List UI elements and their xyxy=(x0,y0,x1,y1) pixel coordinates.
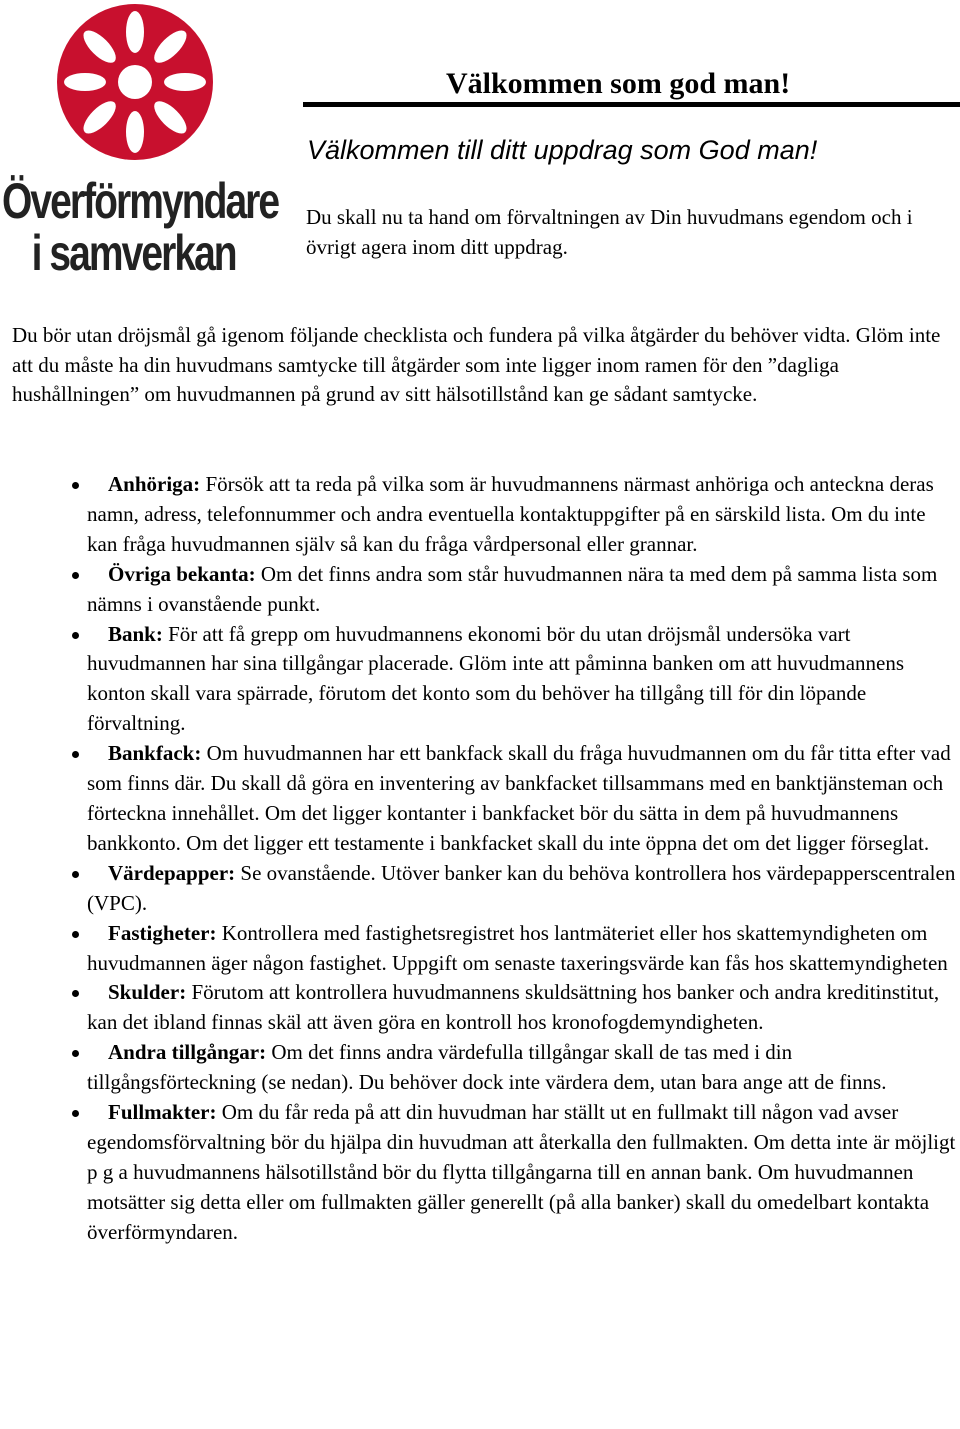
checklist-item-ovriga-bekanta xyxy=(0,560,960,620)
page-title: Välkommen som god man! xyxy=(446,67,791,100)
checklist-item-title: Skulder: xyxy=(108,980,187,1005)
checklist-item-vardepapper xyxy=(0,859,960,919)
checklist-item-skulder xyxy=(0,978,960,1038)
checklist-item-fullmakter xyxy=(0,1098,960,1248)
checklist-item-bankfack xyxy=(0,739,960,859)
checklist-item-text: Försök att ta reda på vilka som är huvudmannens närmast anhöriga och anteckna deras namn, adress, telefonnummer och andra eventuella kontaktuppgifter på en särskild lista. Om du inte kan fråga huvudmannen själv så kan du fråga vårdpersonal eller grannar. xyxy=(87,472,934,556)
checklist-item-text: Om det finns andra som står huvudmannen nära ta med dem på samma lista som nämns i ovanstående punkt. xyxy=(87,561,938,616)
checklist-item-title: Fastigheter: xyxy=(108,920,217,945)
bullet-icon xyxy=(72,990,79,997)
bullet-icon xyxy=(72,632,79,639)
checklist-item-bank xyxy=(0,620,960,740)
checklist-item-title: Anhöriga: xyxy=(108,472,201,496)
checklist-item-text: Förutom att kontrollera huvudmannens skuldsättning hos banker och andra kreditinstitut, kan det ibland finnas skäl att även göra en kontroll hos kronofogdemyndigheten. xyxy=(87,980,940,1035)
logo-wordmark xyxy=(2,173,279,281)
checklist-item-title: Bank: xyxy=(108,621,163,646)
checklist-item-title: Bankfack: xyxy=(108,741,202,766)
bullet-icon xyxy=(72,931,79,938)
page-subtitle: Välkommen till ditt uppdrag som God man! xyxy=(307,135,818,165)
checklist-item-text: Om huvudmannen har ett bankfack skall du fråga huvudmannen om du får titta efter vad som finns där. Du skall då göra en inventering av bankfacket tillsammans med en banktjänsteman och förteckna innehållet. Om det ligger kontanter i bankfacket bör du sätta in dem på huvudmannens bankkonto. Om det ligger ett testamente i bankfacket skall du inte öppna det om det ligger förseglat. xyxy=(87,741,951,855)
checklist-item-title: Andra tillgångar: xyxy=(108,1040,267,1065)
instruction-paragraph: Du bör utan dröjsmål gå igenom följande checklista och fundera på vilka åtgärder du behöver vidta. Glöm inte att du måste ha din huvudmans samtycke till åtgärder som inte ligger inom ramen för den ”dagliga hushållningen” om huvudmannen på grund av sitt hälsotillstånd kan ge sådant samtycke. xyxy=(12,323,941,406)
checklist-item-andra-tillgangar xyxy=(0,1038,960,1098)
bullet-icon xyxy=(72,751,79,758)
organization-logo xyxy=(0,0,290,290)
flower-emblem-icon xyxy=(55,2,215,162)
logo-name-line-1: Överförmyndare xyxy=(2,173,279,229)
checklist-item-text: Kontrollera med fastighetsregistret hos lantmäteriet eller hos skattemyndigheten om huvudmannen äger någon fastighet. Uppgift om senaste taxeringsvärde kan fås hos skattemyndigheten xyxy=(87,920,948,975)
checklist-item-title: Övriga bekanta: xyxy=(108,561,256,586)
logo-name-line-2: i samverkan xyxy=(31,225,236,281)
checklist xyxy=(0,470,960,1248)
checklist-item-fastigheter xyxy=(0,919,960,979)
intro-text: Du skall nu ta hand om förvaltningen av Din huvudmans egendom och i övrigt agera inom ditt uppdrag. xyxy=(306,205,913,259)
title-divider xyxy=(303,102,960,107)
checklist-item-title: Värdepapper: xyxy=(108,860,236,885)
checklist-item-title: Fullmakter: xyxy=(108,1100,217,1125)
bullet-icon xyxy=(72,572,79,579)
bullet-icon xyxy=(72,482,79,489)
checklist-item-text: Om du får reda på att din huvudman har ställt ut en fullmakt till någon vad avser egendomsförvaltning bör du hjälpa din huvudman att återkalla den fullmakten. Om detta inte är möjligt p g a huvudmannens hälsotillstånd bör du flytta tillgångarna till en annan bank. Om huvudmannen motsätter sig detta eller om fullmakten gäller generellt (på alla banker) skall du omedelbart kontakta överförmyndaren. xyxy=(87,1100,956,1244)
checklist-item-text: Om det finns andra värdefulla tillgångar skall de tas med i din tillgångsförteckning (se nedan). Du behöver dock inte värdera dem, utan bara ange att de finns. xyxy=(87,1040,887,1095)
checklist-item-text: Se ovanstående. Utöver banker kan du behöva kontrollera hos värdepapperscentralen (VPC). xyxy=(87,860,956,915)
bullet-icon xyxy=(72,1110,79,1117)
checklist-item-text: För att få grepp om huvudmannens ekonomi bör du utan dröjsmål undersöka vart huvudmannen har sina tillgångar placerade. Glöm inte att påminna banken om att huvudmannens konton skall vara spärrade, förutom det konto som du behöver ha tillgång till för din löpande förvaltning. xyxy=(87,621,905,736)
checklist-item-anhoriga xyxy=(0,470,960,560)
bullet-icon xyxy=(72,1050,79,1057)
bullet-icon xyxy=(72,871,79,878)
